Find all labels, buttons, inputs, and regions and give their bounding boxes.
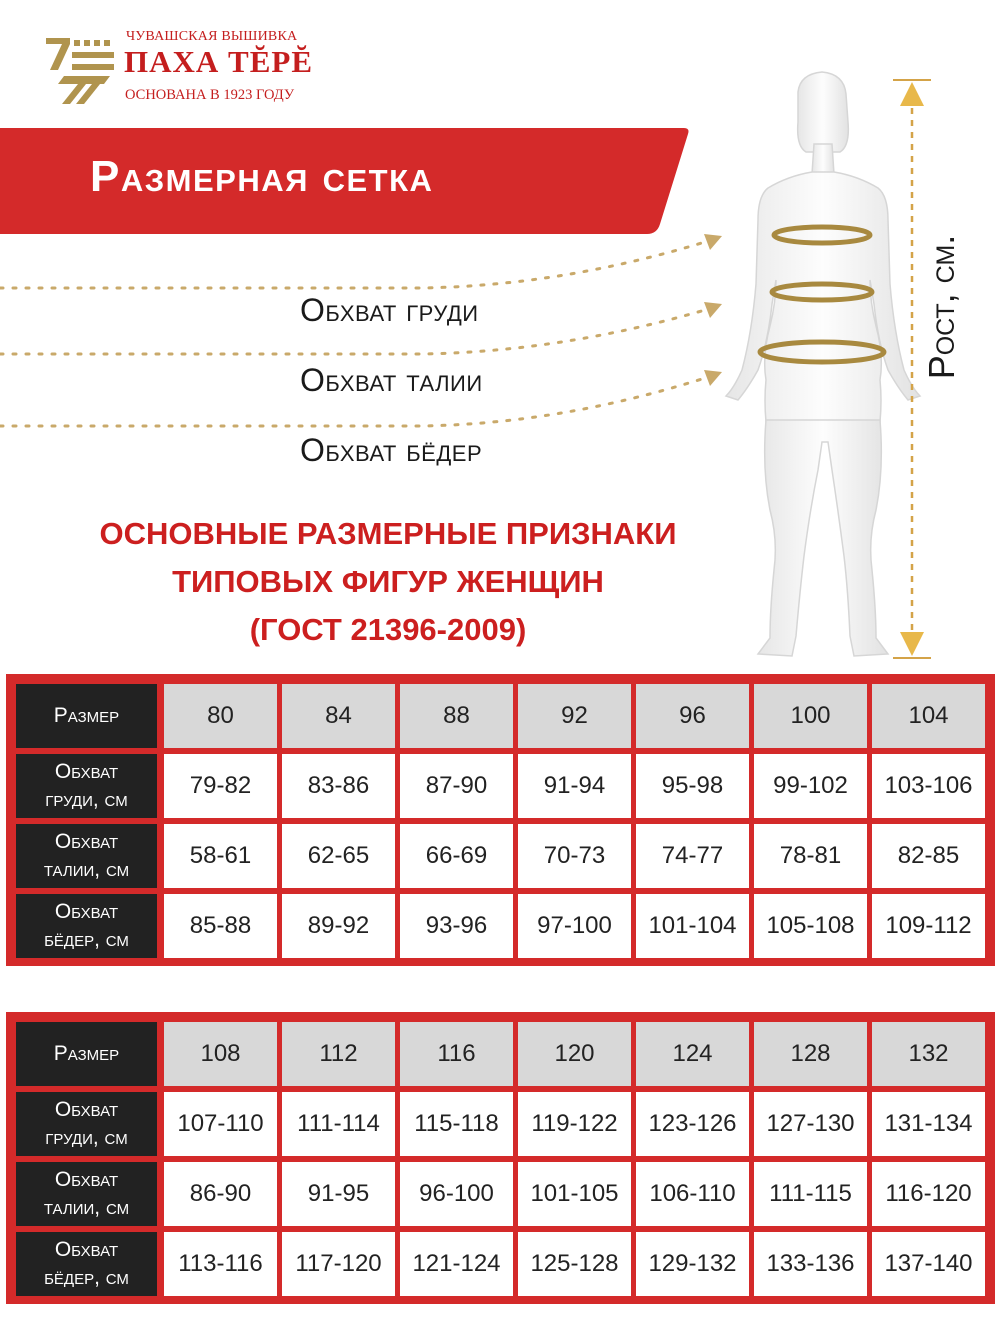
value-cell: 89-92 bbox=[282, 894, 395, 958]
headline-line-1: ОСНОВНЫЕ РАЗМЕРНЫЕ ПРИЗНАКИ bbox=[99, 516, 677, 551]
headline-line-2: ТИПОВЫХ ФИГУР ЖЕНЩИН bbox=[172, 564, 604, 599]
size-table-2 bbox=[6, 1012, 995, 1304]
value-cell: 87-90 bbox=[400, 754, 513, 818]
value-cell: 70-73 bbox=[518, 824, 631, 888]
size-cell: 88 bbox=[400, 684, 513, 748]
row-header-size: Размер bbox=[16, 1022, 157, 1086]
value-cell: 78-81 bbox=[754, 824, 867, 888]
value-cell: 95-98 bbox=[636, 754, 749, 818]
row-header-line: Обхват bbox=[54, 1098, 119, 1121]
value-cell: 101-105 bbox=[518, 1162, 631, 1226]
row-header-line: талии, см bbox=[43, 858, 130, 881]
value-cell: 91-94 bbox=[518, 754, 631, 818]
value-cell: 111-114 bbox=[282, 1092, 395, 1156]
title-banner bbox=[0, 128, 690, 234]
value-cell: 91-95 bbox=[282, 1162, 395, 1226]
size-cell: 96 bbox=[636, 684, 749, 748]
size-cell: 128 bbox=[754, 1022, 867, 1086]
height-label-text: Рост, см. bbox=[921, 234, 962, 380]
row-header-line: Обхват bbox=[54, 830, 119, 853]
value-cell: 115-118 bbox=[400, 1092, 513, 1156]
value-cell: 86-90 bbox=[164, 1162, 277, 1226]
value-cell: 74-77 bbox=[636, 824, 749, 888]
value-cell: 85-88 bbox=[164, 894, 277, 958]
row-header-hips bbox=[16, 1232, 157, 1296]
row-header-line: бёдер, см bbox=[44, 1266, 129, 1289]
row-header-line: груди, см bbox=[45, 1126, 128, 1149]
size-cell: 116 bbox=[400, 1022, 513, 1086]
size-cell: 84 bbox=[282, 684, 395, 748]
value-cell: 107-110 bbox=[164, 1092, 277, 1156]
value-cell: 131-134 bbox=[872, 1092, 985, 1156]
value-cell: 79-82 bbox=[164, 754, 277, 818]
value-cell: 103-106 bbox=[872, 754, 985, 818]
row-header-chest bbox=[16, 1092, 157, 1156]
value-cell: 106-110 bbox=[636, 1162, 749, 1226]
value-cell: 93-96 bbox=[400, 894, 513, 958]
size-cell: 132 bbox=[872, 1022, 985, 1086]
value-cell: 97-100 bbox=[518, 894, 631, 958]
value-cell: 105-108 bbox=[754, 894, 867, 958]
value-cell: 125-128 bbox=[518, 1232, 631, 1296]
value-cell: 129-132 bbox=[636, 1232, 749, 1296]
value-cell: 133-136 bbox=[754, 1232, 867, 1296]
headline bbox=[0, 510, 776, 654]
value-cell: 109-112 bbox=[872, 894, 985, 958]
size-cell: 108 bbox=[164, 1022, 277, 1086]
value-cell: 121-124 bbox=[400, 1232, 513, 1296]
size-cell: 120 bbox=[518, 1022, 631, 1086]
logo-emblem-icon bbox=[44, 30, 116, 106]
waist-label: Обхват талии bbox=[300, 362, 483, 398]
headline-line-3: (ГОСТ 21396-2009) bbox=[249, 612, 527, 647]
value-cell: 123-126 bbox=[636, 1092, 749, 1156]
row-header-waist bbox=[16, 1162, 157, 1226]
hips-label: Обхват бёдер bbox=[300, 432, 483, 468]
logo-tagline: ЧУВАШСКАЯ ВЫШИВКА bbox=[126, 29, 298, 44]
chest-label: Обхват груди bbox=[300, 292, 479, 328]
row-header-line: Обхват bbox=[54, 1238, 119, 1261]
value-cell: 101-104 bbox=[636, 894, 749, 958]
size-cell: 124 bbox=[636, 1022, 749, 1086]
value-cell: 117-120 bbox=[282, 1232, 395, 1296]
size-cell: 100 bbox=[754, 684, 867, 748]
value-cell: 137-140 bbox=[872, 1232, 985, 1296]
measurement-guide-lines bbox=[0, 220, 730, 440]
value-cell: 116-120 bbox=[872, 1162, 985, 1226]
row-header-line: Обхват bbox=[54, 760, 119, 783]
row-header-line: Обхват bbox=[54, 1168, 119, 1191]
row-header-line: груди, см bbox=[45, 788, 128, 811]
size-cell: 80 bbox=[164, 684, 277, 748]
row-header-line: бёдер, см bbox=[44, 928, 129, 951]
value-cell: 113-116 bbox=[164, 1232, 277, 1296]
size-cell: 92 bbox=[518, 684, 631, 748]
value-cell: 66-69 bbox=[400, 824, 513, 888]
value-cell: 83-86 bbox=[282, 754, 395, 818]
value-cell: 99-102 bbox=[754, 754, 867, 818]
value-cell: 119-122 bbox=[518, 1092, 631, 1156]
value-cell: 58-61 bbox=[164, 824, 277, 888]
height-label bbox=[902, 222, 982, 392]
value-cell: 127-130 bbox=[754, 1092, 867, 1156]
value-cell: 82-85 bbox=[872, 824, 985, 888]
row-header-line: талии, см bbox=[43, 1196, 130, 1219]
logo-founded: ОСНОВАНА В 1923 ГОДУ bbox=[125, 87, 295, 103]
row-header-hips bbox=[16, 894, 157, 958]
size-cell: 112 bbox=[282, 1022, 395, 1086]
page-title: Размерная сетка bbox=[90, 152, 434, 201]
value-cell: 96-100 bbox=[400, 1162, 513, 1226]
brand-logo bbox=[44, 26, 344, 110]
size-cell: 104 bbox=[872, 684, 985, 748]
size-table-1 bbox=[6, 674, 995, 966]
row-header-line: Обхват bbox=[54, 900, 119, 923]
row-header-chest bbox=[16, 754, 157, 818]
value-cell: 111-115 bbox=[754, 1162, 867, 1226]
logo-name: ПАХА ТĔРĔ bbox=[124, 44, 313, 79]
value-cell: 62-65 bbox=[282, 824, 395, 888]
row-header-size: Размер bbox=[16, 684, 157, 748]
row-header-waist bbox=[16, 824, 157, 888]
